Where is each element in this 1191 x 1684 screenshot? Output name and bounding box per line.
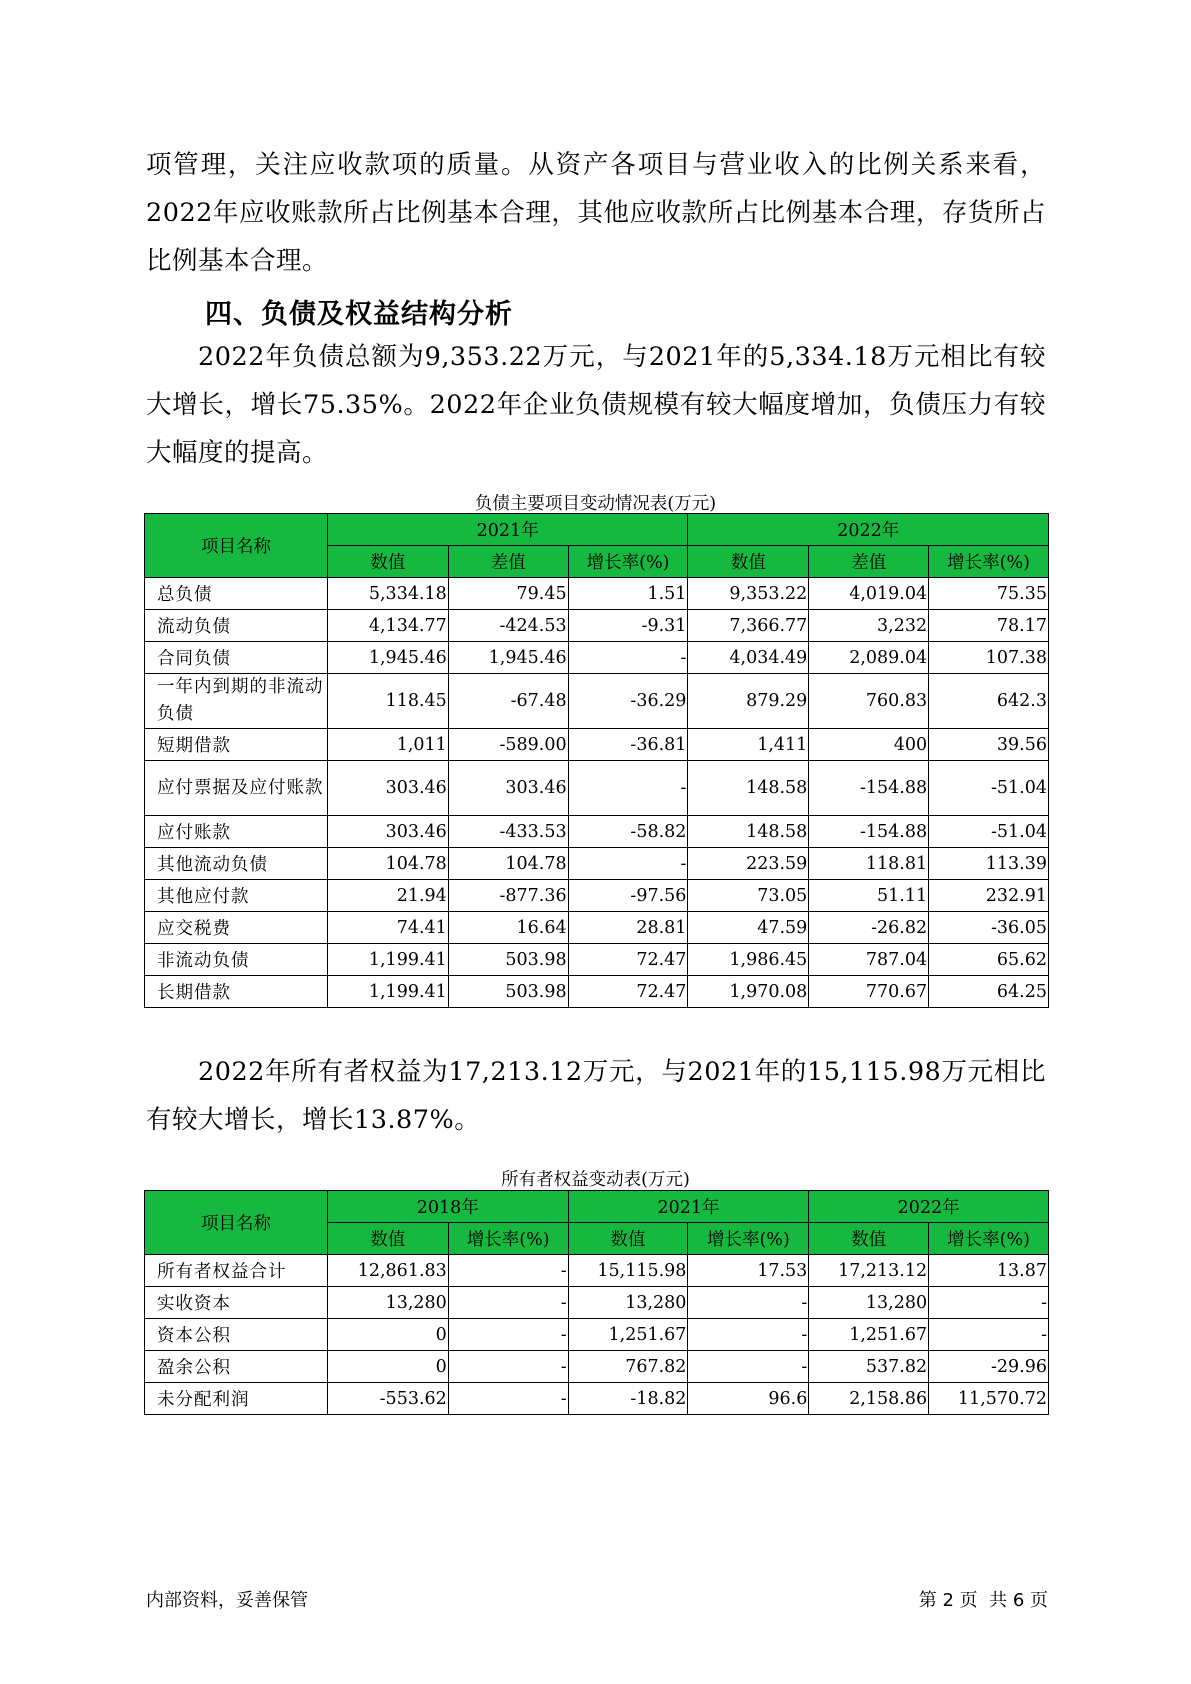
- liability-item-header: 项目名称: [145, 514, 328, 578]
- liability-cell: -97.56: [568, 880, 688, 912]
- liability-subheader: 增长率(%): [929, 546, 1049, 578]
- liability-subheader: 数值: [327, 546, 448, 578]
- liability-cell: 47.59: [688, 912, 809, 944]
- liability-cell: 1,199.41: [327, 944, 448, 976]
- liability-table-row: [145, 912, 1049, 944]
- equity-year-2022: 2022年: [809, 1191, 1049, 1223]
- liability-cell: 223.59: [688, 848, 809, 880]
- liability-cell: 28.81: [568, 912, 688, 944]
- liability-cell: 1,011: [327, 729, 448, 761]
- equity-cell: 13,280: [327, 1287, 448, 1319]
- equity-cell: 2,158.86: [809, 1383, 929, 1415]
- equity-table-caption: 所有者权益变动表(万元): [501, 1170, 690, 1190]
- equity-cell: -: [929, 1287, 1049, 1319]
- liability-cell: 39.56: [929, 729, 1049, 761]
- liability-cell: 64.25: [929, 976, 1049, 1008]
- liability-cell: 73.05: [688, 880, 809, 912]
- equity-cell: 0: [327, 1351, 448, 1383]
- liability-row-name: 短期借款: [145, 729, 328, 761]
- equity-subheader: 增长率(%): [688, 1223, 809, 1255]
- equity-cell: -: [688, 1287, 809, 1319]
- liability-cell: 148.58: [688, 816, 809, 848]
- liability-cell: 303.46: [327, 761, 448, 816]
- equity-table-row: [145, 1255, 1049, 1287]
- equity-year-2018: 2018年: [327, 1191, 568, 1223]
- liability-row-name: 流动负债: [145, 610, 328, 642]
- liability-cell: 113.39: [929, 848, 1049, 880]
- liability-row-name: 长期借款: [145, 976, 328, 1008]
- liability-cell: 74.41: [327, 912, 448, 944]
- liability-cell: 770.67: [809, 976, 929, 1008]
- liability-row-name: 总负债: [145, 578, 328, 610]
- liability-row-name: 应交税费: [145, 912, 328, 944]
- equity-cell: 537.82: [809, 1351, 929, 1383]
- intro-paragraph: 项管理，关注应收款项的质量。从资产各项目与营业收入的比例关系来看，2022年应收账款所占比例基本合理，其他应收款所占比例基本合理，存货所占比例基本合理。: [146, 150, 1046, 276]
- liability-cell: 787.04: [809, 944, 929, 976]
- equity-cell: -: [448, 1255, 568, 1287]
- equity-cell: 96.6: [688, 1383, 809, 1415]
- equity-subheader: 增长率(%): [448, 1223, 568, 1255]
- liability-subheader: 差值: [448, 546, 568, 578]
- liability-cell: 879.29: [688, 674, 809, 729]
- equity-cell: -: [448, 1383, 568, 1415]
- equity-cell: 13.87: [929, 1255, 1049, 1287]
- equity-row-name: 所有者权益合计: [145, 1255, 328, 1287]
- liability-cell: -67.48: [448, 674, 568, 729]
- liability-cell: 78.17: [929, 610, 1049, 642]
- liability-table-row: [145, 761, 1049, 816]
- equity-cell: 1,251.67: [809, 1319, 929, 1351]
- equity-cell: -18.82: [568, 1383, 688, 1415]
- liability-cell: 72.47: [568, 976, 688, 1008]
- equity-row-name: 盈余公积: [145, 1351, 328, 1383]
- liability-cell: -36.81: [568, 729, 688, 761]
- equity-cell: 0: [327, 1319, 448, 1351]
- liability-cell: -51.04: [929, 816, 1049, 848]
- liability-cell: -154.88: [809, 816, 929, 848]
- liability-cell: 3,232: [809, 610, 929, 642]
- liability-cell: 4,019.04: [809, 578, 929, 610]
- liability-cell: 65.62: [929, 944, 1049, 976]
- equity-subheader: 增长率(%): [929, 1223, 1049, 1255]
- liability-table-row: [145, 578, 1049, 610]
- liability-cell: 1,199.41: [327, 976, 448, 1008]
- liability-cell: 16.64: [448, 912, 568, 944]
- liability-cell: 503.98: [448, 976, 568, 1008]
- liability-cell: 79.45: [448, 578, 568, 610]
- liability-table-row: [145, 880, 1049, 912]
- footer-confidential-note: 内部资料，妥善保管: [146, 1590, 308, 1611]
- liability-cell: -26.82: [809, 912, 929, 944]
- liability-subheader: 数值: [688, 546, 809, 578]
- liability-table-row: [145, 610, 1049, 642]
- liability-table-row: [145, 674, 1049, 729]
- liability-cell: 4,034.49: [688, 642, 809, 674]
- liability-cell: -36.29: [568, 674, 688, 729]
- liability-cell: 1,411: [688, 729, 809, 761]
- liability-cell: 642.3: [929, 674, 1049, 729]
- equity-cell: -: [448, 1287, 568, 1319]
- equity-cell: 13,280: [568, 1287, 688, 1319]
- equity-cell: 17.53: [688, 1255, 809, 1287]
- liability-row-name: 应付账款: [145, 816, 328, 848]
- equity-cell: -: [448, 1351, 568, 1383]
- liability-cell: 118.81: [809, 848, 929, 880]
- liability-subheader: 增长率(%): [568, 546, 688, 578]
- equity-cell: -553.62: [327, 1383, 448, 1415]
- liability-year-2022: 2022年: [688, 514, 1049, 546]
- liability-cell: 21.94: [327, 880, 448, 912]
- liability-cell: 4,134.77: [327, 610, 448, 642]
- liability-cell: 7,366.77: [688, 610, 809, 642]
- liability-cell: -: [568, 642, 688, 674]
- liability-table-caption: 负债主要项目变动情况表(万元): [474, 494, 717, 514]
- footer-page-number: 第 2 页 共 6 页: [918, 1590, 1048, 1611]
- equity-year-2021: 2021年: [568, 1191, 809, 1223]
- liability-cell: 148.58: [688, 761, 809, 816]
- liability-cell: 75.35: [929, 578, 1049, 610]
- liability-cell: -: [568, 761, 688, 816]
- equity-cell: -: [448, 1319, 568, 1351]
- equity-cell: 11,570.72: [929, 1383, 1049, 1415]
- liability-cell: -9.31: [568, 610, 688, 642]
- equity-cell: 1,251.67: [568, 1319, 688, 1351]
- liability-cell: 1,945.46: [327, 642, 448, 674]
- equity-table-row: [145, 1351, 1049, 1383]
- liability-row-name: 其他应付款: [145, 880, 328, 912]
- liability-cell: 9,353.22: [688, 578, 809, 610]
- liability-cell: 51.11: [809, 880, 929, 912]
- liability-cell: 1,945.46: [448, 642, 568, 674]
- liability-cell: 400: [809, 729, 929, 761]
- liability-row-name: 非流动负债: [145, 944, 328, 976]
- liability-table-row: [145, 642, 1049, 674]
- liability-cell: 104.78: [448, 848, 568, 880]
- equity-item-header: 项目名称: [145, 1191, 328, 1255]
- liability-row-name: 一年内到期的非流动负债: [145, 674, 328, 729]
- equity-row-name: 实收资本: [145, 1287, 328, 1319]
- liability-year-2021: 2021年: [327, 514, 688, 546]
- liability-cell: 1,970.08: [688, 976, 809, 1008]
- liability-row-name: 应付票据及应付账款: [145, 761, 328, 816]
- liability-cell: 72.47: [568, 944, 688, 976]
- liability-cell: -58.82: [568, 816, 688, 848]
- liability-cell: 303.46: [448, 761, 568, 816]
- liability-cell: 104.78: [327, 848, 448, 880]
- section-heading: 四、负债及权益结构分析: [205, 299, 513, 330]
- equity-cell: 13,280: [809, 1287, 929, 1319]
- liability-paragraph: 2022年负债总额为9,353.22万元，与2021年的5,334.18万元相比有较大增长，增长75.35%。2022年企业负债规模有较大幅度增加，负债压力有较大幅度的提高。: [146, 342, 1046, 468]
- liability-cell: 118.45: [327, 674, 448, 729]
- equity-cell: -: [929, 1319, 1049, 1351]
- liability-subheader: 差值: [809, 546, 929, 578]
- equity-cell: 15,115.98: [568, 1255, 688, 1287]
- equity-table-row: [145, 1319, 1049, 1351]
- liability-cell: -36.05: [929, 912, 1049, 944]
- liability-cell: -154.88: [809, 761, 929, 816]
- equity-table-row: [145, 1287, 1049, 1319]
- liability-cell: 1.51: [568, 578, 688, 610]
- liability-cell: -: [568, 848, 688, 880]
- equity-cell: -: [688, 1351, 809, 1383]
- liability-cell: 5,334.18: [327, 578, 448, 610]
- liability-row-name: 其他流动负债: [145, 848, 328, 880]
- equity-row-name: 未分配利润: [145, 1383, 328, 1415]
- liability-table: [144, 513, 1049, 1008]
- liability-cell: -589.00: [448, 729, 568, 761]
- equity-table: [144, 1190, 1049, 1415]
- equity-cell: 767.82: [568, 1351, 688, 1383]
- equity-subheader: 数值: [568, 1223, 688, 1255]
- liability-table-row: [145, 976, 1049, 1008]
- equity-cell: -29.96: [929, 1351, 1049, 1383]
- liability-cell: -877.36: [448, 880, 568, 912]
- liability-cell: 760.83: [809, 674, 929, 729]
- liability-cell: -51.04: [929, 761, 1049, 816]
- equity-cell: 12,861.83: [327, 1255, 448, 1287]
- liability-cell: -433.53: [448, 816, 568, 848]
- equity-table-row: [145, 1383, 1049, 1415]
- liability-cell: 503.98: [448, 944, 568, 976]
- liability-table-row: [145, 816, 1049, 848]
- liability-cell: 1,986.45: [688, 944, 809, 976]
- liability-cell: 2,089.04: [809, 642, 929, 674]
- equity-row-name: 资本公积: [145, 1319, 328, 1351]
- equity-cell: -: [688, 1319, 809, 1351]
- equity-paragraph: 2022年所有者权益为17,213.12万元，与2021年的15,115.98万元相比有较大增长，增长13.87%。: [146, 1057, 1046, 1135]
- liability-table-row: [145, 848, 1049, 880]
- liability-cell: -424.53: [448, 610, 568, 642]
- liability-cell: 107.38: [929, 642, 1049, 674]
- equity-subheader: 数值: [809, 1223, 929, 1255]
- equity-subheader: 数值: [327, 1223, 448, 1255]
- liability-table-row: [145, 729, 1049, 761]
- liability-cell: 303.46: [327, 816, 448, 848]
- liability-row-name: 合同负债: [145, 642, 328, 674]
- liability-table-row: [145, 944, 1049, 976]
- liability-cell: 232.91: [929, 880, 1049, 912]
- equity-cell: 17,213.12: [809, 1255, 929, 1287]
